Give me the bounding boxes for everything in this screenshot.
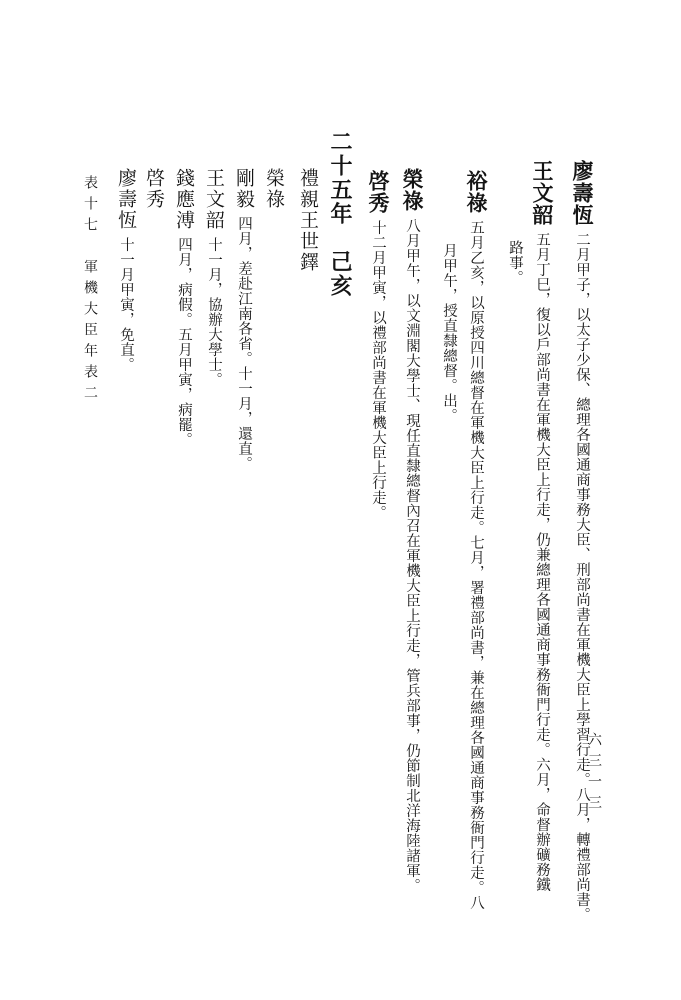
official-name: 王文韶 [530,160,555,226]
entry-wang-wenshao-1 [532,160,553,892]
official-name: 榮祿 [400,168,425,212]
entry-text: 四月，病假。五月甲寅，病罷。 [176,237,192,447]
entry-yu-lu-1-continued [441,243,457,423]
entry-text: 十二月甲寅，以禮部尚書在軍機大臣上行走。 [370,220,386,520]
running-title: 表十七 軍機大臣年表二 [82,175,98,406]
official-name: 廖壽恆 [570,160,595,226]
page-number: 六三一三 [586,732,602,816]
official-name: 廖壽恆 [115,168,137,231]
entry-qian-yingpu [174,168,193,447]
entry-text: 二月甲子，以太子少保、總理各國通商事務大臣、刑部尚書在軍機大臣上學習行走。八月，轉禮部尚書。 [574,232,590,922]
entry-gang-yi [234,168,253,471]
official-name: 錢應溥 [173,168,195,231]
year-heading: 二十五年 己亥 [327,130,353,298]
official-name: 王文韶 [203,168,225,231]
official-name: 禮親王世鐸 [297,168,319,273]
official-name: 啓秀 [366,170,391,214]
entry-text: 四月，差赴江南各省。十一月，還直。 [236,216,252,471]
entry-wang-wenshao-1-continued [507,240,523,285]
entry-qi-xiu-1 [368,170,389,520]
official-name: 剛毅 [233,168,255,210]
official-name: 啓秀 [143,168,165,210]
entry-rong-lu-2 [264,168,283,210]
entry-rong-lu-1 [402,168,423,893]
entry-yu-lu-1 [466,170,487,910]
entry-text: 月甲午，授直隸總督。出。 [441,243,457,423]
entry-text: 八月甲午，以文淵閣大學士、現任直隸總督內召在軍機大臣上行走，管兵部事，仍節制北洋海陸諸軍。 [404,218,420,893]
entry-text: 五月乙亥，以原授四川總督在軍機大臣上行走。七月，署禮部尚書，兼在總理各國通商事務衙門行走。八 [468,220,484,910]
official-name: 榮祿 [263,168,285,210]
official-name: 裕祿 [464,170,489,214]
entry-text: 十一月甲寅，免直。 [118,237,134,372]
entry-text: 五月丁巳，復以戶部尚書在軍機大臣上行走，仍兼總理各國通商事務衙門行走。六月，命督辦礦務鐵 [534,232,550,892]
entry-prince-li-shiduo [298,168,317,273]
entry-text: 路事。 [507,240,523,285]
entry-liao-shouheng-2 [116,168,135,372]
entry-wang-wenshao-2 [204,168,223,387]
entry-qi-xiu-2 [144,168,163,210]
entry-text: 十一月，協辦大學士。 [206,237,222,387]
